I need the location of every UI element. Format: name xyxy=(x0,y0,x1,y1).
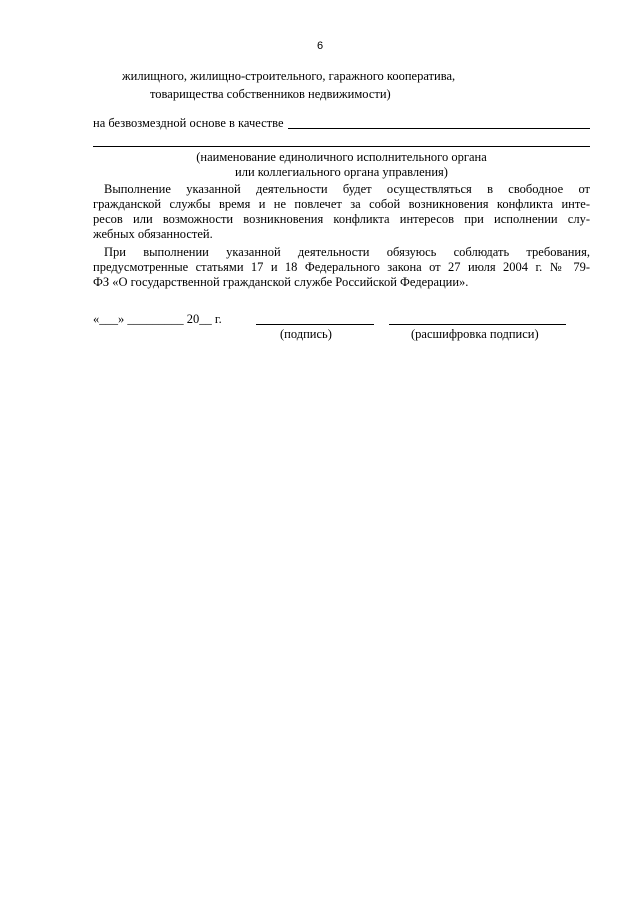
date-field[interactable]: «___» _________ 20__ г. xyxy=(93,312,222,326)
capacity-label: на безвозмездной основе в качестве xyxy=(93,116,284,130)
org-type-line-1: жилищного, жилищно-строительного, гаражного кооператива, xyxy=(122,69,456,83)
paragraph-line: жебных обязанностей. xyxy=(93,227,213,241)
paragraph-line: Выполнение указанной деятельности будет осуществляться в свободное от xyxy=(104,182,590,196)
capacity-caption-line-1: (наименование единоличного исполнительного органа xyxy=(196,150,487,164)
paragraph-line: гражданской службы время и не повлечет за собой возникновения конфликта инте- xyxy=(93,197,590,211)
capacity-blank-field[interactable] xyxy=(288,116,590,129)
paragraph-line: ФЗ «О государственной гражданской службе Российской Федерации». xyxy=(93,275,469,289)
capacity-blank-field-continuation[interactable] xyxy=(93,146,590,147)
capacity-row xyxy=(93,116,590,131)
signature-decode-caption: (расшифровка подписи) xyxy=(411,327,539,341)
paragraph-line: предусмотренные статьями 17 и 18 Федерального закона от 27 июля 2004 г. № 79- xyxy=(93,260,590,274)
paragraph-activity-statement xyxy=(93,182,590,242)
page-number: 6 xyxy=(316,40,324,52)
signature-decode-line[interactable] xyxy=(389,324,566,325)
capacity-caption-line-2: или коллегиального органа управления) xyxy=(235,165,448,179)
org-type-line-2: товарищества собственников недвижимости) xyxy=(150,87,391,101)
paragraph-line: При выполнении указанной деятельности обязуюсь соблюдать требования, xyxy=(104,245,590,259)
paragraph-line: ресов или возможности возникновения конфликта интересов при исполнении слу- xyxy=(93,212,590,226)
signature-caption: (подпись) xyxy=(280,327,332,341)
signature-line[interactable] xyxy=(256,324,374,325)
paragraph-obligation-statement xyxy=(93,245,590,290)
